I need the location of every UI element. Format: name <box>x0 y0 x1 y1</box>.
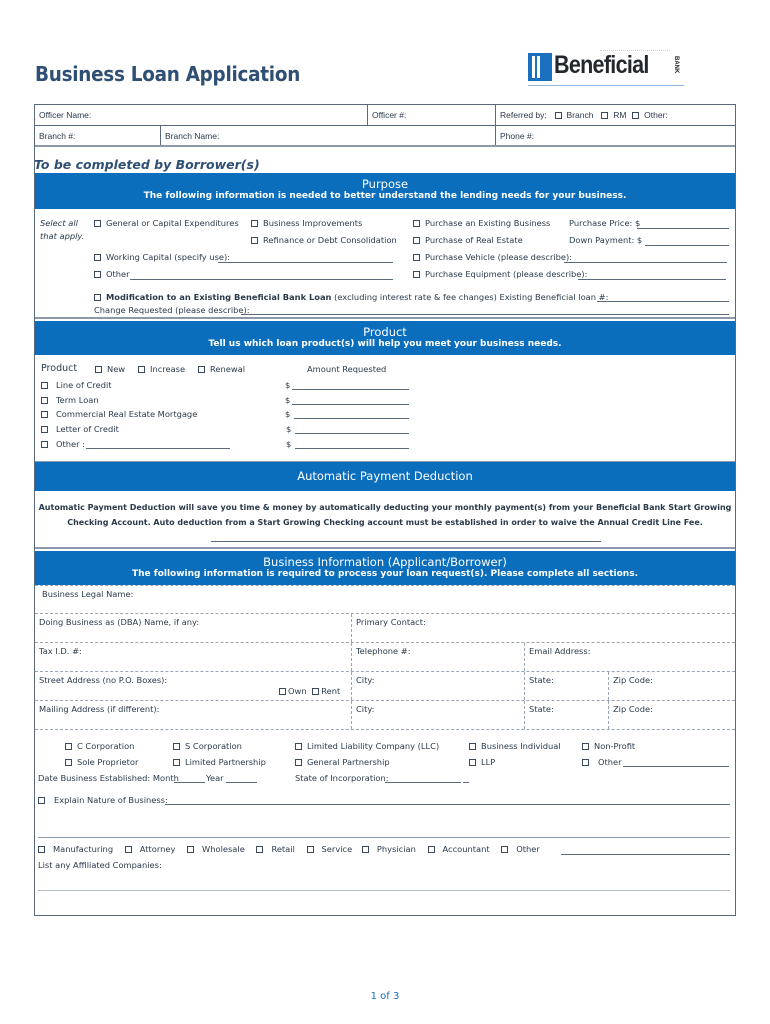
explain-nature-input[interactable] <box>165 804 730 805</box>
modification-detail: (excluding interest rate & fee changes) Existing Beneficial loan #: <box>334 292 609 302</box>
llp-label: LLP <box>481 757 496 767</box>
rent-label: Rent <box>321 686 341 696</box>
branch-number-label: Branch #: <box>39 131 76 141</box>
modification-option[interactable] <box>94 292 608 302</box>
purpose-general-option[interactable] <box>94 218 239 228</box>
officer-table <box>35 105 735 147</box>
purpose-vehicle-checkbox[interactable] <box>413 254 420 261</box>
product-type-increase[interactable] <box>138 364 185 374</box>
mailing-address-row <box>35 701 735 730</box>
explain-nature-input-line2[interactable] <box>38 837 730 838</box>
zip-label: Zip Code: <box>613 675 653 685</box>
purpose-real-estate-checkbox[interactable] <box>413 237 420 244</box>
purpose-equipment-checkbox[interactable] <box>413 271 420 278</box>
year-input[interactable] <box>226 782 257 783</box>
vehicle-description-input[interactable] <box>564 262 727 263</box>
state-incorporation-input[interactable] <box>385 782 461 783</box>
llp-checkbox[interactable] <box>469 759 476 766</box>
purpose-equipment-option[interactable] <box>413 269 587 279</box>
product-type-renewal[interactable] <box>198 364 245 374</box>
mailing-state-label: State: <box>529 704 554 714</box>
industry-other-input[interactable] <box>561 854 730 855</box>
attorney-checkbox[interactable] <box>125 846 132 853</box>
purpose-refinance-option[interactable] <box>251 235 397 245</box>
product-cre-mortgage[interactable] <box>41 409 197 419</box>
purpose-subheading: The following information is needed to better understand the lending needs for your business. <box>143 191 627 201</box>
business-info-section-header <box>35 551 735 585</box>
equipment-description-input[interactable] <box>578 279 726 280</box>
explain-nature-option[interactable] <box>38 795 168 805</box>
state-label: State: <box>529 675 554 685</box>
purpose-business-checkbox[interactable] <box>413 220 420 227</box>
mailing-address-label: Mailing Address (if different): <box>39 704 160 714</box>
attorney-label: Attorney <box>139 844 176 854</box>
state-incorporation-suffix-line <box>463 782 469 783</box>
purpose-real-estate-option[interactable] <box>413 235 523 245</box>
line-of-credit-amount-input[interactable] <box>292 389 409 390</box>
product-subheading: Tell us which loan product(s) will help you meet your business needs. <box>208 339 562 349</box>
purpose-other-label: Other <box>106 269 130 279</box>
entity-other-input[interactable] <box>623 766 729 767</box>
auto-payment-heading: Automatic Payment Deduction <box>297 469 473 483</box>
individual-checkbox[interactable] <box>469 743 476 750</box>
currency-symbol: $ <box>286 439 292 449</box>
mailing-zip-label: Zip Code: <box>613 704 653 714</box>
purpose-working-capital-label: Working Capital (specify use): <box>106 252 231 262</box>
entity-limited-partnership[interactable] <box>173 757 266 767</box>
entity-other-checkbox[interactable] <box>582 759 589 766</box>
cre-mortgage-label: Commercial Real Estate Mortgage <box>56 409 198 419</box>
wholesale-label: Wholesale <box>202 844 245 854</box>
accountant-label: Accountant <box>442 844 490 854</box>
change-requested-input[interactable] <box>241 314 729 315</box>
wholesale-checkbox[interactable] <box>187 846 194 853</box>
manufacturing-label: Manufacturing <box>53 844 114 854</box>
referred-other-label: Other: <box>644 110 668 120</box>
purchase-price-input[interactable] <box>637 228 729 229</box>
referred-branch-checkbox[interactable] <box>555 112 562 119</box>
purpose-working-capital-option[interactable] <box>94 252 230 262</box>
product-line-of-credit[interactable] <box>41 380 112 390</box>
currency-symbol: $ <box>285 380 291 390</box>
purpose-refinance-checkbox[interactable] <box>251 237 258 244</box>
telephone-field[interactable] <box>351 643 524 671</box>
referred-rm-checkbox[interactable] <box>601 112 608 119</box>
telephone-label: Telephone #: <box>356 646 411 656</box>
own-rent-options <box>279 686 340 696</box>
auto-payment-bottom-divider <box>35 547 735 549</box>
purpose-business-option[interactable] <box>413 218 550 228</box>
business-info-subheading: The following information is required to process your loan request(s). Please complete all sections. <box>132 569 638 579</box>
purpose-equipment-label: Purchase Equipment (please describe): <box>425 269 588 279</box>
auto-payment-text-line2: Checking Account. Auto deduction from a Start Growing Checking account must be established in order to waive the Annual Credit Line Fee. <box>67 518 703 527</box>
purpose-working-capital-checkbox[interactable] <box>94 254 101 261</box>
purchase-price-label: Purchase Price: $ <box>569 218 641 228</box>
existing-loan-number-input[interactable] <box>597 301 729 302</box>
state-field[interactable] <box>524 672 608 700</box>
month-input[interactable] <box>174 782 205 783</box>
manufacturing-checkbox[interactable] <box>38 846 45 853</box>
physician-checkbox[interactable] <box>362 846 369 853</box>
referred-other-checkbox[interactable] <box>632 112 639 119</box>
own-checkbox[interactable] <box>279 688 286 695</box>
auto-payment-text-line1: Automatic Payment Deduction will save you time & money by automatically deducting your monthly payment(s) from your Beneficial Bank Start Growing <box>38 503 732 512</box>
dba-row <box>35 614 735 643</box>
entity-other[interactable] <box>582 757 622 767</box>
service-label: Service <box>321 844 353 854</box>
referred-by-field <box>495 105 735 125</box>
tax-id-row <box>35 643 735 672</box>
product-renewal-label: Renewal <box>210 364 246 374</box>
branch-name-label: Branch Name: <box>165 131 220 141</box>
entity-other-label: Other <box>598 757 622 767</box>
c-corp-checkbox[interactable] <box>65 743 72 750</box>
limited-partnership-label: Limited Partnership <box>185 757 266 767</box>
term-loan-label: Term Loan <box>56 395 99 405</box>
zip-field[interactable] <box>608 672 735 700</box>
entity-individual[interactable] <box>469 741 561 751</box>
product-other-input[interactable] <box>86 448 230 449</box>
general-partnership-checkbox[interactable] <box>295 759 302 766</box>
legal-name-row <box>35 585 735 614</box>
line-of-credit-checkbox[interactable] <box>41 382 48 389</box>
product-new-checkbox[interactable] <box>95 366 102 373</box>
product-other-amount-input[interactable] <box>295 448 409 449</box>
branch-number-field[interactable] <box>35 126 160 145</box>
nonprofit-checkbox[interactable] <box>582 743 589 750</box>
date-established-label <box>38 773 179 783</box>
city-label: City: <box>356 675 375 685</box>
purpose-heading: Purpose <box>361 177 409 191</box>
purpose-vehicle-option[interactable] <box>413 252 572 262</box>
product-other-checkbox[interactable] <box>41 441 48 448</box>
mailing-zip-field[interactable] <box>608 701 735 729</box>
nonprofit-label: Non-Profit <box>594 741 636 751</box>
purpose-bottom-divider <box>35 317 735 319</box>
product-type-new[interactable] <box>95 364 125 374</box>
term-loan-checkbox[interactable] <box>41 397 48 404</box>
limited-partnership-checkbox[interactable] <box>173 759 180 766</box>
purpose-improvements-option[interactable] <box>251 218 362 228</box>
down-payment-label: Down Payment: $ <box>569 235 643 245</box>
purpose-improvements-checkbox[interactable] <box>251 220 258 227</box>
phone-field[interactable] <box>495 126 735 145</box>
currency-symbol: $ <box>285 395 291 405</box>
product-section-header <box>35 321 735 355</box>
product-other[interactable] <box>41 439 85 449</box>
borrower-heading: To be completed by Borrower(s) <box>34 157 260 172</box>
explain-nature-checkbox[interactable] <box>38 797 45 804</box>
currency-symbol: $ <box>285 409 291 419</box>
auto-payment-section-header <box>35 461 735 491</box>
letter-of-credit-checkbox[interactable] <box>41 426 48 433</box>
line-of-credit-label: Line of Credit <box>56 380 112 390</box>
referred-rm-label: RM <box>613 110 627 120</box>
amount-requested-header: Amount Requested <box>307 364 387 374</box>
llc-checkbox[interactable] <box>295 743 302 750</box>
purpose-general-checkbox[interactable] <box>94 220 101 227</box>
change-requested-label: Change Requested (please describe): <box>94 305 250 315</box>
mailing-city-field[interactable] <box>351 701 524 729</box>
cre-mortgage-checkbox[interactable] <box>41 411 48 418</box>
mailing-city-label: City: <box>356 704 375 714</box>
officer-row <box>35 105 735 126</box>
purpose-vehicle-label: Purchase Vehicle (please describe): <box>425 252 573 262</box>
purpose-refinance-label: Refinance or Debt Consolidation <box>263 235 397 245</box>
entity-general-partnership[interactable] <box>295 757 390 767</box>
c-corp-label: C Corporation <box>77 741 135 751</box>
down-payment-input[interactable] <box>645 245 729 246</box>
year-label: Year <box>206 773 224 783</box>
month-label: Month <box>152 773 179 783</box>
date-established-text: Date Business Established: <box>38 773 151 783</box>
product-label: Product <box>41 363 78 374</box>
street-address-row <box>35 672 735 701</box>
sole-proprietor-checkbox[interactable] <box>65 759 72 766</box>
entity-c-corp[interactable] <box>65 741 134 751</box>
industry-other-label: Other <box>516 844 540 854</box>
logo-underline <box>528 85 684 86</box>
mailing-address-field[interactable] <box>35 701 351 729</box>
street-address-field[interactable] <box>35 672 351 700</box>
industry-options <box>38 844 540 854</box>
logo-suffix: BANK <box>673 56 679 74</box>
auto-payment-signature-line[interactable] <box>211 541 601 542</box>
business-info-heading: Business Information (Applicant/Borrower) <box>263 555 507 569</box>
purpose-section-header <box>35 173 735 209</box>
tax-id-field[interactable] <box>35 643 351 671</box>
industry-other-checkbox[interactable] <box>501 846 508 853</box>
purpose-business-label: Purchase an Existing Business <box>425 218 551 228</box>
physician-label: Physician <box>376 844 416 854</box>
referred-branch-label: Branch <box>566 110 594 120</box>
modification-checkbox[interactable] <box>94 294 101 301</box>
officer-name-field[interactable] <box>35 105 367 125</box>
primary-contact-label: Primary Contact: <box>356 617 426 627</box>
s-corp-label: S Corporation <box>185 741 242 751</box>
product-other-label: Other : <box>56 439 85 449</box>
explain-nature-label: Explain Nature of Business: <box>54 795 168 805</box>
select-all-hint: Select all <box>40 218 78 228</box>
sole-proprietor-label: Sole Proprietor <box>77 757 139 767</box>
product-heading: Product <box>363 325 407 339</box>
mailing-state-field[interactable] <box>524 701 608 729</box>
product-term-loan[interactable] <box>41 395 99 405</box>
llc-label: Limited Liability Company (LLC) <box>307 741 440 751</box>
dba-label: Doing Business as (DBA) Name, if any: <box>39 617 200 627</box>
state-incorporation-label: State of Incorporation: <box>295 773 389 783</box>
individual-label: Business Individual <box>481 741 561 751</box>
legal-name-field[interactable] <box>38 586 735 613</box>
entity-sole-proprietor[interactable] <box>65 757 138 767</box>
bank-logo-mark-icon <box>528 53 552 81</box>
letter-of-credit-label: Letter of Credit <box>56 424 119 434</box>
retail-label: Retail <box>271 844 295 854</box>
phone-label: Phone #: <box>500 131 535 141</box>
branch-row <box>35 126 735 147</box>
city-field[interactable] <box>351 672 524 700</box>
email-field[interactable] <box>524 643 735 671</box>
entity-llp[interactable] <box>469 757 495 767</box>
product-renewal-checkbox[interactable] <box>198 366 205 373</box>
purpose-real-estate-label: Purchase of Real Estate <box>425 235 523 245</box>
purpose-improvements-label: Business Improvements <box>263 218 363 228</box>
officer-number-field[interactable] <box>367 105 495 125</box>
branch-name-field[interactable] <box>160 126 495 145</box>
officer-name-label: Officer Name: <box>39 110 92 120</box>
page-indicator: 1 of 3 <box>370 991 400 1002</box>
affiliated-companies-input[interactable] <box>38 890 730 891</box>
officer-number-label: Officer #: <box>372 110 407 120</box>
select-all-hint-2: that apply. <box>40 231 85 241</box>
modification-label: Modification to an Existing Beneficial Bank Loan <box>106 292 332 302</box>
purpose-general-label: General or Capital Expenditures <box>106 218 239 228</box>
purpose-other-option[interactable] <box>94 269 130 279</box>
accountant-checkbox[interactable] <box>428 846 435 853</box>
referred-by-label: Referred by: <box>500 110 547 120</box>
currency-symbol: $ <box>286 424 292 434</box>
tax-id-label: Tax I.D. #: <box>39 646 82 656</box>
entity-llc[interactable] <box>295 741 439 751</box>
application-form <box>34 104 736 916</box>
auto-payment-description <box>35 500 735 530</box>
service-checkbox[interactable] <box>307 846 314 853</box>
legal-name-label: Business Legal Name: <box>42 589 134 599</box>
affiliated-companies-label: List any Affiliated Companies: <box>38 860 162 870</box>
purpose-other-checkbox[interactable] <box>94 271 101 278</box>
own-label: Own <box>288 686 307 696</box>
page-title: Business Loan Application <box>35 62 301 86</box>
entity-s-corp[interactable] <box>173 741 242 751</box>
term-loan-amount-input[interactable] <box>292 404 409 405</box>
product-increase-label: Increase <box>150 364 186 374</box>
letter-of-credit-amount-input[interactable] <box>295 433 409 434</box>
product-increase-checkbox[interactable] <box>138 366 145 373</box>
cre-mortgage-amount-input[interactable] <box>294 418 409 419</box>
primary-contact-field[interactable] <box>351 614 735 642</box>
purpose-other-input[interactable] <box>130 279 393 280</box>
entity-nonprofit[interactable] <box>582 741 635 751</box>
s-corp-checkbox[interactable] <box>173 743 180 750</box>
general-partnership-label: General Partnership <box>307 757 390 767</box>
product-letter-of-credit[interactable] <box>41 424 119 434</box>
email-label: Email Address: <box>529 646 591 656</box>
product-new-label: New <box>107 364 126 374</box>
logo-wordmark: Beneficial <box>554 51 649 79</box>
retail-checkbox[interactable] <box>256 846 263 853</box>
dba-field[interactable] <box>35 614 351 642</box>
working-capital-input[interactable] <box>218 262 393 263</box>
street-address-label: Street Address (no P.O. Boxes): <box>39 675 168 685</box>
beneficial-bank-logo <box>528 50 684 86</box>
rent-checkbox[interactable] <box>312 688 319 695</box>
